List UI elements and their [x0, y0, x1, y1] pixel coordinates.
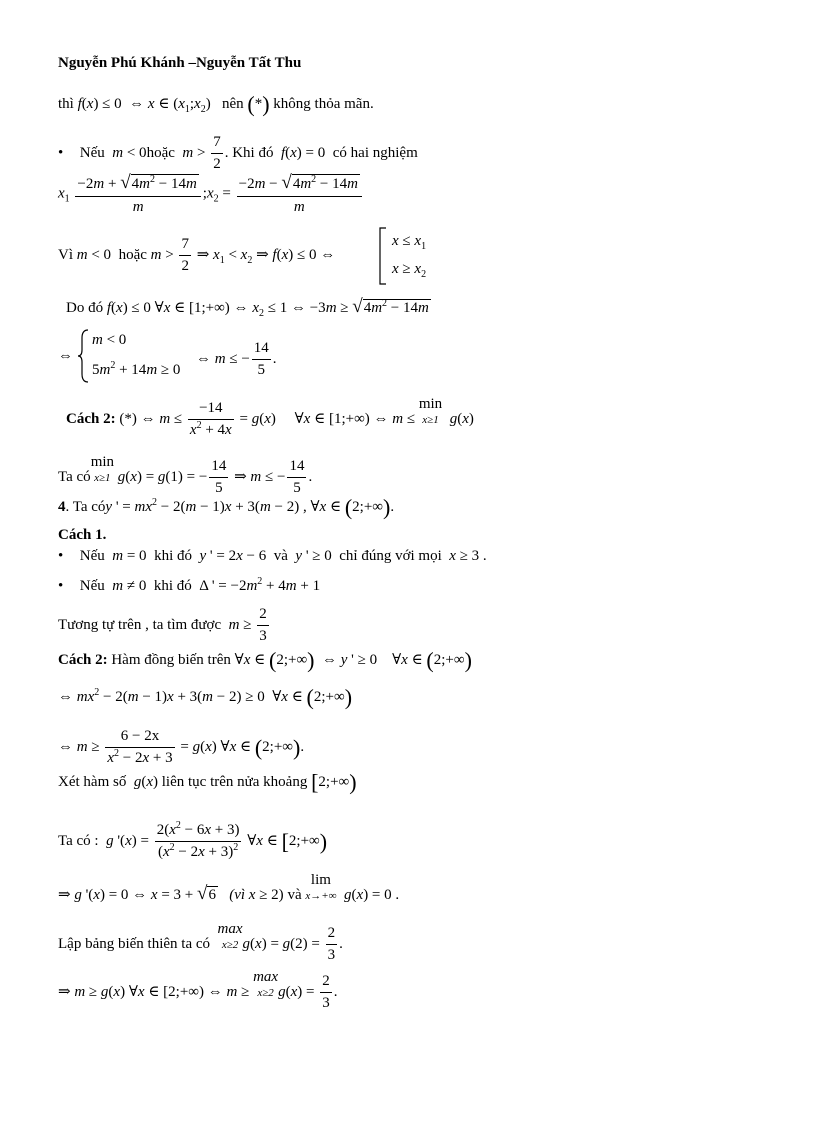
text-nen: nên [221, 96, 244, 112]
roots-x1-x2: $x_1$ $\frac{-2m + √4m^2 - 14m}{m}$ $;x_2$ = $\frac{-2m - √4m^2 - 14m}{m}$ [58, 172, 364, 216]
text-hoac-2: hoặc [118, 247, 147, 264]
line-xet-ham-so: Xét hàm số g(x) liên tục trên nửa khoảng [2;+∞) [58, 769, 357, 795]
or-case-1: $x \le x_1$ [392, 233, 427, 252]
label-cach-2: Cách 2: [66, 411, 116, 427]
text-khi-do: . Khi đó [224, 145, 274, 162]
text-khi-do-2: khi đó [154, 548, 192, 564]
line-inequality: ⇔ $mx^2 - 2(m - 1)x + 3(m - 2) \ge 0$ ∀x ∈ (2;+∞) [58, 684, 353, 710]
line-tuong-tu: Tương tự trên , ta tìm được m ≥ $\frac{2}{3}$ [58, 606, 267, 645]
text-vi: Vì [58, 247, 73, 264]
min-subscript: x≥1 [94, 472, 111, 484]
line-condition-fx: thì f(x) ≤ 0 ⇔ x ∈ $(x_1;x_2)$ nên (*) không thỏa mãn. [58, 91, 374, 117]
text-neu-3: Nếu [79, 578, 105, 594]
text-ta-co-colon: Ta có : [58, 833, 99, 850]
text-va-2: và [287, 887, 302, 903]
or-case-2: $x \ge x_2$ [392, 261, 427, 280]
frac-den-3: 3 [259, 628, 267, 645]
system-result: ⇔ m ≤ − $\frac{14}{5}$ . [196, 340, 277, 379]
frac-num-7: 7 [211, 134, 223, 154]
line-critical-point: ⇒ g '(x) = 0 ⇔ x = 3 + √6 (vì x ≥ 2) và lim x→+∞ g(x) = 0 . [58, 872, 400, 904]
brace-system [78, 328, 90, 384]
system-row-2: $5m^2 + 14m \ge 0$ [92, 360, 181, 378]
bracket-or [378, 226, 388, 286]
frac-den-5: 5 [257, 362, 266, 379]
system-arrow: ⇔ [58, 348, 73, 364]
text-khong-thoa-man: không thỏa mãn. [273, 96, 374, 112]
text-vi-x: (vì [229, 887, 246, 903]
lim-subscript: x→+∞ [305, 890, 337, 902]
system-row-1: m < 0 [92, 332, 127, 348]
max-subscript: x≥2 [221, 939, 239, 951]
text-khi-do-3: khi đó [153, 578, 192, 594]
bullet-m-nonzero: • Nếu m ≠ 0 khi đó Δ ' = $-2m^2 + 4m + 1$ [58, 576, 321, 594]
label-cach-1: Cách 1. [58, 527, 107, 543]
frac-num-6-2x: 6 − 2x [105, 728, 174, 748]
sqrt-6: 6 [208, 887, 216, 903]
text-lap-bang: Lập bảng biến thiên ta có [58, 936, 211, 952]
text-va: và [273, 548, 288, 564]
line-cach2: Cách 2: (*) ⇔ m ≤ $\frac{-14}{x^2 + 4x}$ = g(x) ∀x ∈ [1;+∞) ⇔ m ≤ min x≥1 g(x) [66, 396, 474, 439]
bullet-m-zero: • Nếu m = 0 khi đó y ' = 2x − 6 và y ' ≥ 0 chỉ đúng với mọi x ≥ 3 . [58, 548, 487, 564]
text-tuong-tu: Tương tự trên , ta tìm được [58, 617, 222, 634]
frac-den-2: 2 [213, 156, 221, 173]
text-neu-2: Nếu [79, 548, 105, 564]
frac-num-m14: −14 [188, 400, 234, 420]
text-xet-ham-so: Xét hàm số [58, 774, 127, 790]
line-m-ge-gx: ⇔ m ≥ $\frac{6 - 2x}{x^2 - 2x + 3}$ = g(x) ∀x ∈ (2;+∞). [58, 728, 305, 767]
line-vi: Vì m < 0 hoặc m > $\frac{7}{2}$ ⇒ $x_1 < x_2$ ⇒ f(x) ≤ 0 ⇔ [58, 236, 336, 275]
line-do-do: Do đó f(x) ≤ 0 ∀x ∈ [1;+∞) ⇔ $x_2 \le 1$ ⇔ $-3m \ge √4m^2 - 14m$ [66, 296, 429, 319]
text-neu: Nếu [79, 145, 105, 162]
item-4-derivative: 4. Ta cóy ' = $mx^2 - 2(m - 1)x + 3(m - 2)$ , ∀x ∈ (2;+∞). [58, 494, 395, 520]
page-header-authors: Nguyễn Phú Khánh –Nguyễn Tất Thu [58, 55, 302, 71]
text-thi: thì [58, 96, 74, 112]
frac-num-2: 2 [257, 606, 269, 626]
text-co-hai-nghiem: có hai nghiệm [332, 145, 418, 162]
text-chi-dung: chỉ đúng với mọi [339, 548, 442, 564]
text-ta-co: Ta có [58, 469, 91, 485]
line-lap-bang: Lập bảng biến thiên ta có max x≥2 g(x) = g(2) = $\frac{2}{3}$ . [58, 921, 343, 964]
text-lien-tuc: liên tục trên nửa khoảng [161, 774, 308, 790]
text-hoac: hoặc [146, 145, 175, 162]
item-4-number: 4 [58, 499, 66, 515]
frac-num-14: 14 [252, 340, 271, 360]
line-cach2b: Cách 2: Hàm đồng biến trên ∀x ∈ (2;+∞) ⇔ y ' ≥ 0 ∀x ∈ (2;+∞) [58, 647, 472, 673]
line-conclusion: ⇒ m ≥ g(x) ∀x ∈ [2;+∞) ⇔ m ≥ max x≥2 g(x) = $\frac{2}{3}$ . [58, 969, 338, 1012]
bullet-case-m: • Nếu m < 0hoặc m > $\frac{7}{2}$ . Khi đó f(x) = 0 có hai nghiệm [58, 134, 418, 173]
text-ham-dong-bien: Hàm đồng biến trên [111, 652, 231, 668]
line-derivative-g: Ta có : g '(x) = $\frac{2(x^2 - 6x + 3)}{(x^2 - 2x + 3)^2}$ ∀x ∈ [2;+∞) [58, 820, 328, 861]
text-ta-co-y: Ta có [72, 499, 106, 515]
text-do-do: Do đó [66, 300, 104, 316]
label-cach-2b: Cách 2: [58, 652, 108, 668]
min-operator: min [90, 454, 115, 470]
line-ta-co-min: Ta có min x≥1 g(x) = g(1) = − $\frac{14}{5}$ ⇒ m ≤ − $\frac{14}{5}$ . [58, 454, 313, 497]
